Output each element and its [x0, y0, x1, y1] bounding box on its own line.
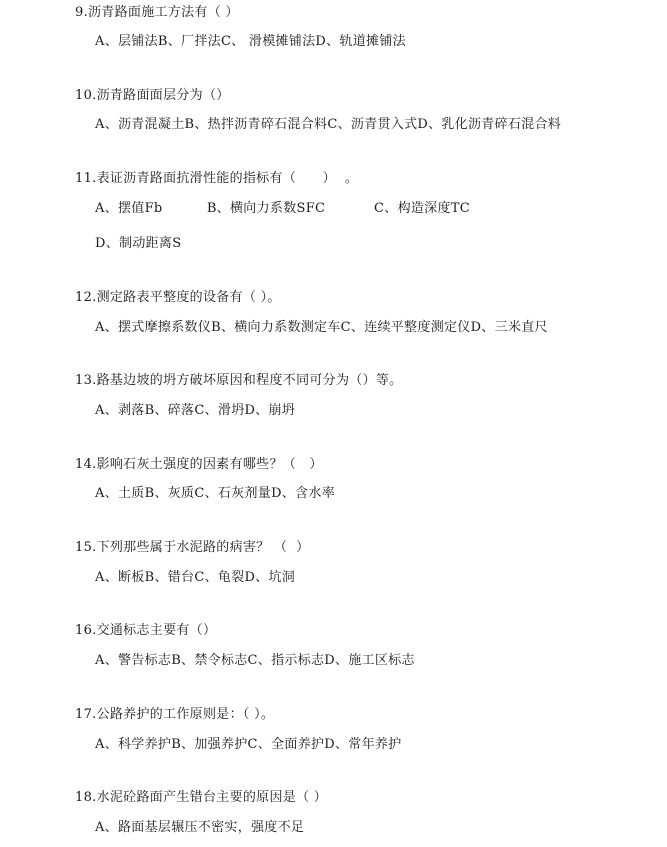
- question-14-options: A、土质B、灰质C、石灰剂量D、含水率: [95, 486, 336, 501]
- question-11-options-row1: A、摆值Fb B、横向力系数SFC C、构造深度TC: [95, 201, 470, 216]
- question-15-options: A、断板B、错台C、龟裂D、坑洞: [95, 570, 296, 585]
- question-12-options: A、摆式摩擦系数仪B、横向力系数测定车C、连续平整度测定仪D、三米直尺: [95, 320, 548, 335]
- question-18-options: A、路面基层辗压不密实，强度不足: [95, 820, 305, 835]
- question-11-options-row2: D、制动距离S: [95, 236, 182, 251]
- question-9-stem: 9.沥青路面施工方法有（ ）: [75, 5, 239, 20]
- question-13-stem: 13.路基边坡的坍方破坏原因和程度不同可分为（）等。: [75, 373, 403, 388]
- question-16-stem: 16.交通标志主要有（）: [75, 623, 217, 638]
- question-15-stem: 15.下列那些属于水泥路的病害？ （ ）: [75, 540, 310, 555]
- question-13-options: A、剥落B、碎落C、滑坍D、崩坍: [95, 403, 296, 418]
- question-18-stem: 18.水泥砼路面产生错台主要的原因是（ ）: [75, 790, 328, 805]
- question-14-stem: 14.影响石灰土强度的因素有哪些？（ ）: [75, 457, 323, 472]
- question-11-stem: 11.表证沥青路面抗滑性能的指标有（ ） 。: [75, 171, 359, 186]
- question-10-stem: 10.沥青路面面层分为（）: [75, 88, 230, 103]
- question-10-options: A、沥青混凝土B、热拌沥青碎石混合料C、沥青贯入式D、乳化沥青碎石混合料: [95, 117, 562, 132]
- question-17-stem: 17.公路养护的工作原则是：（ ）。: [75, 707, 275, 722]
- question-17-options: A、科学养护B、加强养护C、全面养护D、常年养护: [95, 737, 402, 752]
- question-16-options: A、警告标志B、禁令标志C、指示标志D、施工区标志: [95, 653, 415, 668]
- question-12-stem: 12.测定路表平整度的设备有（ ）。: [75, 290, 281, 305]
- question-9-options: A、层铺法B、厂拌法C、 滑模摊铺法D、轨道摊铺法: [95, 34, 406, 49]
